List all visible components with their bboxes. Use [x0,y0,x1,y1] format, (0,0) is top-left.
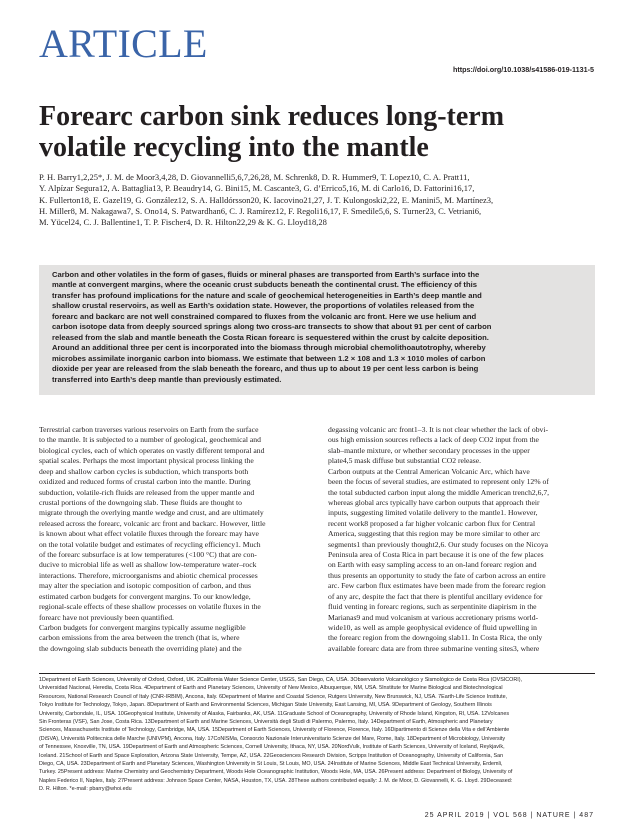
body-line: ducive to microbial life as well as shallow low-temperature water–rock [39,560,257,570]
body-line: whereas global arcs typically have carbon outputs that approach their [328,497,540,507]
abstract-line: Around an additional three per cent is incorporated into the biomass through microbial chemolithoautotrophy, whereby [52,343,486,353]
body-line: subduction, volatile-rich fluids are released from the upper mantle and [39,487,255,497]
body-line: degassing volcanic arc front1–3. It is not clear whether the lack of obvi- [328,425,549,434]
title-line: volatile recycling into the mantle [39,132,429,163]
abstract-line: shallow crustal reservoirs, as well as Earth’s oxidation state. However, the proportions of volatiles released from the [52,301,475,311]
footnote-line: Tokyo Institute for Technology, Tokyo, Japan. 8Department of Earth and Environmental Sciences, Michigan State University, East Lansing, MI, USA. 9Department of Geology, Southern Illinois [39,702,492,709]
body-line: on Earth with easy sampling access to an on-land forearc region and [328,560,537,570]
body-line: Carbon outputs at the Central American Volcanic Arc, which have [328,466,530,476]
author-line: K. Fullerton18, E. Gazel19, G. González12, S. A. Halldórsson20, K. Iacovino21,27, J. T. Kulongoski2,22, E. Manini5, M. Martínez3, [39,194,494,205]
abstract-line: transferred into Earth’s deep mantle than previously estimated. [52,374,282,384]
body-line: wide10, as well as ample geophysical evidence of fluid upwelling in [328,623,537,633]
body-line: forearc have not previously been quantified. [39,612,174,622]
body-line: plate4,5 mask diffuse but substantial CO2 release. [328,456,482,466]
body-line: fluid venting in forearc regions, such as serpentinite diapirism in the [328,602,537,612]
abstract-line: mantle at convergent margins, where the oceanic crust subducts beneath the continental crust. The efficiency of this [52,280,477,290]
body-line: crustal portions of the downgoing slab. These fluids are thought to [39,497,242,507]
body-line: is known about what effect volatile fluxes through the forearc may have [39,529,259,539]
footnote-line: Sin Fronteras (VSF), San Jose, Costa Rica. 13Department of Earth and Marine Sciences, Università degli Studi di Palermo, Palermo, Italy. 14Department of Earth, Atmospheric and Planetary [39,719,493,726]
article-type-label: ARTICLE [39,21,208,66]
body-line: migrate through the overlying mantle wedge and crust, and are ultimately [39,508,264,518]
footnote-line: Iceland. 21School of Earth and Space Exploration, Arizona State University, Tempe, AZ, USA. 22Geosciences Research Division, Scripps Institution of Oceanography, University of California, San [39,752,504,759]
author-line: Y. Alpízar Segura12, A. Battaglia13, P. Beaudry14, G. Bini15, M. Cascante3, G. d’Errico5,16, M. di Carlo16, D. Fattorini16,17, [39,183,475,194]
article-title [39,101,599,163]
author-line: M. Yücel24, C. J. Ballentine1, T. P. Fischer4, D. R. Hilton22,29 & K. G. Lloyd18,28 [39,217,327,228]
body-line: arc. Few carbon flux estimates have been made from the forearc region [328,581,546,591]
body-line: the forearc region from the downgoing slab11. In Costa Rica, the only [328,633,543,643]
body-line: segments1 than previously thought2,6. Our study focuses on the Nicoya [328,539,549,549]
author-line: H. Miller8, M. Nakagawa7, S. Ono14, S. Patwardhan6, C. J. Ramírez12, F. Regoli16,17, F. Smedile5,6, S. Turner23, C. Vetriani6, [39,205,482,216]
body-line: on the total volatile budget and estimates of recycling efficiency1. Much [39,539,261,549]
abstract-line: transfer has profound implications for the nature and scale of geochemical heterogeneities in Earth’s deep mantle and [52,290,482,300]
body-line: Peninsula area of Costa Rica in part because it is one of the few places [328,550,544,560]
footnote-line: Resources, National Research Council of Italy (CNR-IRBIM), Ancona, Italy. 6Department of Marine and Coastal Science, Rutgers University, New Brunswick, NJ, USA. 7Earth-Life Science Institute, [39,693,508,700]
author-line: P. H. Barry1,2,25*, J. M. de Moor3,4,28, D. Giovannelli5,6,7,26,28, M. Schrenk8, D. R. Hummer9, T. Lopez10, C. A. Pratt11, [39,172,470,182]
footnote-line: Sciences, Massachusetts Institute of Technology, Cambridge, MA, USA. 15Department of Earth Sciences, University of Florence, Florence, Italy. 16Dipartimento di Scienze della Vita e dell’Ambiente [39,727,510,734]
abstract-line: microbes assimilate inorganic carbon into biomass. We estimate that between 1.2 × 108 and 1.3 × 1010 moles of carbon [52,353,486,363]
body-line: spatial scales. Perhaps the most important physical process linking the [39,456,254,466]
body-line: Carbon budgets for convergent margins typically assume negligible [39,623,246,633]
doi-link[interactable]: https://doi.org/10.1038/s41586-019-1131-5 [452,65,594,74]
body-line: may alter the speciation and isotopic composition of carbon, and thus [39,581,251,591]
footnote-line: (DiSVA), Università Politecnica delle Marche (UNIVPM), Ancona, Italy. 17CoNISMa, Consorzio Nazionale Interuniversitario Scienze del Mare, Rome, Italy. 18Department of Microbiology, University [39,735,506,742]
body-line: the total subducted carbon input along the middle American trench2,6,7, [328,487,550,497]
body-column-left [39,425,298,654]
body-line: oxidized and reduced forms of crustal carbon into the mantle. During [39,477,251,487]
body-line: Terrestrial carbon traverses various reservoirs on Earth from the surface [39,425,259,434]
abstract-line: Carbon and other volatiles in the form of gases, fluids or mineral phases are transported from Earth’s surface into the [52,270,480,279]
page-footer: 25 APRIL 2019 | VOL 568 | NATURE | 487 [424,812,594,819]
body-line: deep and shallow carbon cycles is subduction, which transports both [39,466,249,476]
footnote-line: Diego, CA, USA. 23Department of Earth and Planetary Sciences, Washington University in St Louis, St Louis, MO, USA. 24Institute of Marine Sciences, Middle East Technical University, Erdemli, [39,761,503,768]
body-line: inputs, suggesting limited volatile delivery to the mantle1. However, [328,508,538,518]
body-line: of any arc, despite the fact that there is plentiful ancillary evidence for [328,591,543,601]
body-line: released across the forearc, volcanic arc front and backarc. However, little [39,518,266,528]
title-line: Forearc carbon sink reduces long-term [39,101,505,132]
affiliations-footnotes [39,676,595,794]
body-line: thus presents an opportunity to study the fate of carbon across an entire [328,570,546,580]
body-line: biological cycles, each of which operates on vastly different temporal and [39,445,265,455]
abstract-line: forearc and backarc are not well constrained compared to fluxes from the volcanic arc front. Here we use helium and [52,311,477,321]
footnote-line: University, Carbondale, IL, USA. 10Geophysical Institute, University of Alaska, Fairbanks, AK, USA. 11Graduate School of Oceanography, University of Rhode Island, Kingston, RI, USA. 12Volcanes [39,710,510,717]
body-line: available forearc data are from three submarine venting sites3, where [328,643,540,653]
footnote-line: 1Department of Earth Sciences, University of Oxford, Oxford, UK. 2California Water Science Center, USGS, San Diego, CA, USA. 3Observatorio Volcanológico y Sismológico de Costa Rica (OVSICORI), [39,677,523,683]
footnote-divider [39,673,595,674]
body-line: estimated carbon budgets for convergent margins. To our knowledge, [39,591,251,601]
body-line: Marianas9 and mud volcanism at various accretionary prisms world- [328,612,539,622]
body-line: recent work8 proposed a far higher volcanic carbon flux for Central [328,518,536,528]
author-list [39,172,595,228]
body-column-right [328,425,587,654]
footnote-line: of Tennessee, Knoxville, TN, USA. 19Department of Earth and Atmospheric Sciences, Cornell University, Ithaca, NY, USA. 20NordVulk, Institute of Earth Sciences, University of Iceland, Reykjavík, [39,744,505,751]
body-line: interactions. Therefore, microorganisms and abiotic chemical processes [39,570,258,580]
body-line: the downgoing slab subducts beneath the overriding plate) and the [39,643,242,653]
footnote-line: D. R. Hilton. *e-mail: pbarry@whoi.edu [39,786,132,793]
body-line: of the forearc subsurface is at low temperatures (<100 °C) that are con- [39,550,257,560]
abstract [52,270,584,385]
body-line: regional-scale effects of these shallow processes on volatile fluxes in the [39,602,261,612]
body-line: ous high emission sources reflects a lack of deep CO2 input from the [328,435,539,445]
footnote-line: Naples Federico II, Naples, Italy. 27Present address: Johnson Space Center, NASA, Houston, TX, USA. 28These authors contributed equally: J. M. de Moor, D. Giovannelli, K. G. Lloyd. 29Deceased: [39,777,513,784]
body-line: slab–mantle mixture, or whether secondary processes in the upper [328,445,530,455]
footnote-line: Universidad Nacional, Heredia, Costa Rica. 4Department of Earth and Planetary Sciences, University of New Mexico, Albuquerque, NM, USA. 5Institute for Marine Biological and Biotechnological [39,685,503,692]
abstract-line: dioxide per year are released from the slab beneath the forearc, and thus up to about 19 per cent less carbon is being [52,364,479,374]
abstract-line: carbon isotope data from deeply sourced springs along two cross-arc transects to show that about 91 per cent of carbon [52,322,492,332]
body-line: America, suggesting that this region may be more similar to other arc [328,529,541,539]
body-line: to the mantle. It is subjected to a number of geological, geochemical and [39,435,261,445]
body-line: carbon emissions from the area between the trench (that is, where [39,633,240,643]
abstract-line: released from the slab and mantle beneath the Costa Rican forearc is sequestered within the crust by calcite deposition. [52,332,489,342]
footnote-line: Turkey. 25Present address: Marine Chemistry and Geochemistry Department, Woods Hole Oceanographic Institution, Woods Hole, MA, USA. 26Present address: Department of Biology, University of [39,769,513,776]
body-line: been the focus of several studies, are estimated to represent only 12% of [328,477,549,487]
